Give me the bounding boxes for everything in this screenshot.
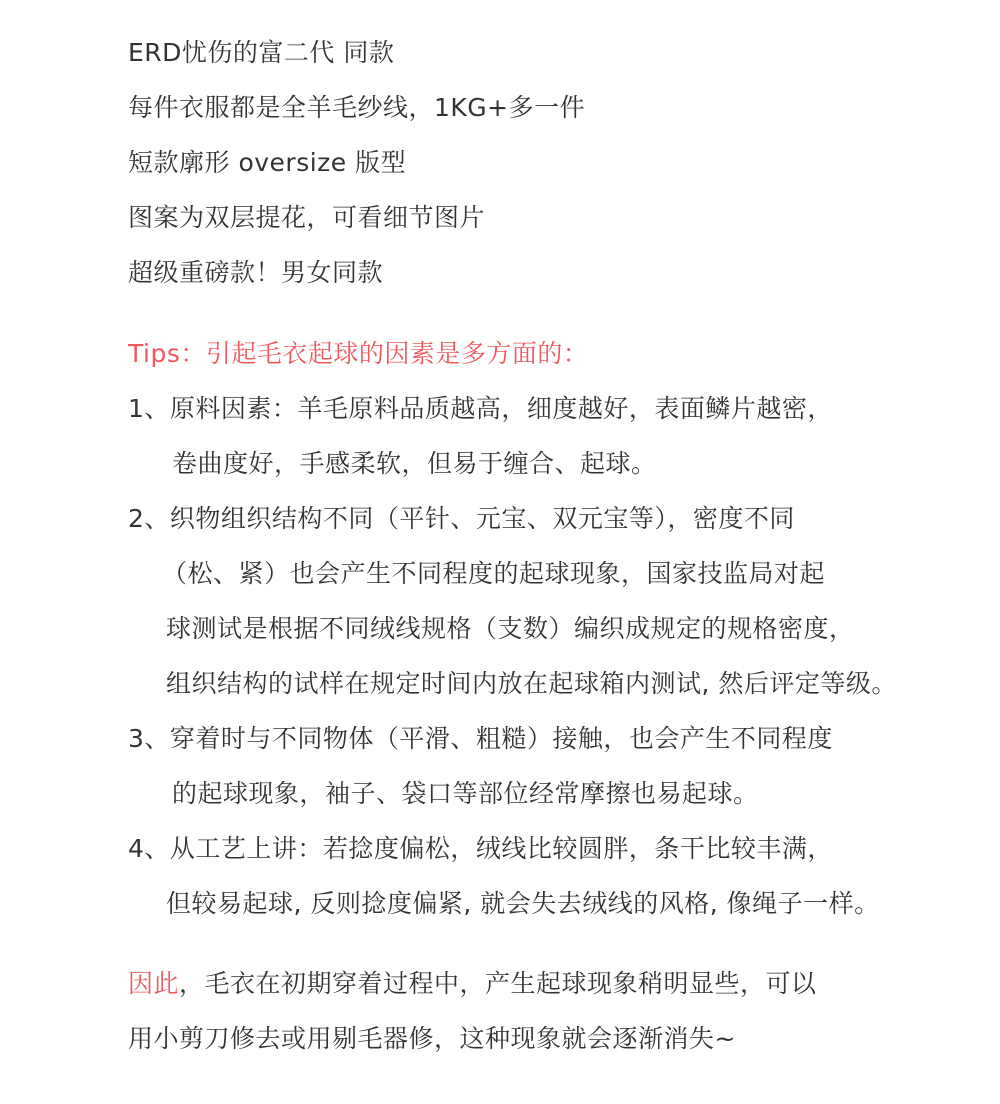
tip-3-line-2: 的起球现象，袖子、袋口等部位经常摩擦也易起球。 <box>172 779 759 808</box>
tip-3-line-1: 3、穿着时与不同物体（平滑、粗糙）接触，也会产生不同程度 <box>128 724 833 753</box>
conclusion-line-2: 用小剪刀修去或用剔毛器修，这种现象就会逐渐消失~ <box>128 1024 736 1053</box>
tip-1-line-2: 卷曲度好，手感柔软，但易于缠合、起球。 <box>172 449 657 478</box>
conclusion-line-1 <box>128 966 817 1002</box>
conclusion-line-1-text: ，毛衣在初期穿着过程中，产生起球现象稍明显些，可以 <box>179 969 817 998</box>
tip-4-line-2: 但较易起球, 反则捻度偏紧, 就会失去绒线的风格, 像绳子一样。 <box>166 889 880 918</box>
tip-2-line-4: 组织结构的试样在规定时间内放在起球箱内测试, 然后评定等级。 <box>166 669 897 698</box>
tip-2-line-3: 球测试是根据不同绒线规格（支数）编织成规定的规格密度， <box>166 614 855 643</box>
tips-heading: Tips：引起毛衣起球的因素是多方面的： <box>128 339 589 368</box>
tip-2-line-1: 2、织物组织结构不同（平针、元宝、双元宝等），密度不同 <box>128 504 795 533</box>
tip-2-line-2: （松、紧）也会产生不同程度的起球现象，国家技监局对起 <box>162 559 826 588</box>
tip-4-line-1: 4、从工艺上讲：若捻度偏松，绒线比较圆胖，条干比较丰满， <box>128 834 833 863</box>
intro-line-4: 图案为双层提花，可看细节图片 <box>128 203 486 232</box>
intro-line-3: 短款廓形 oversize 版型 <box>128 148 407 177</box>
intro-line-1: ERD忧伤的富二代 同款 <box>128 38 395 67</box>
tip-1-line-1: 1、原料因素：羊毛原料品质越高，细度越好，表面鳞片越密， <box>128 394 833 423</box>
intro-line-2: 每件衣服都是全羊毛纱线，1KG+多一件 <box>128 93 586 122</box>
intro-line-5: 超级重磅款！男女同款 <box>128 258 384 287</box>
conclusion-keyword: 因此 <box>128 969 180 998</box>
